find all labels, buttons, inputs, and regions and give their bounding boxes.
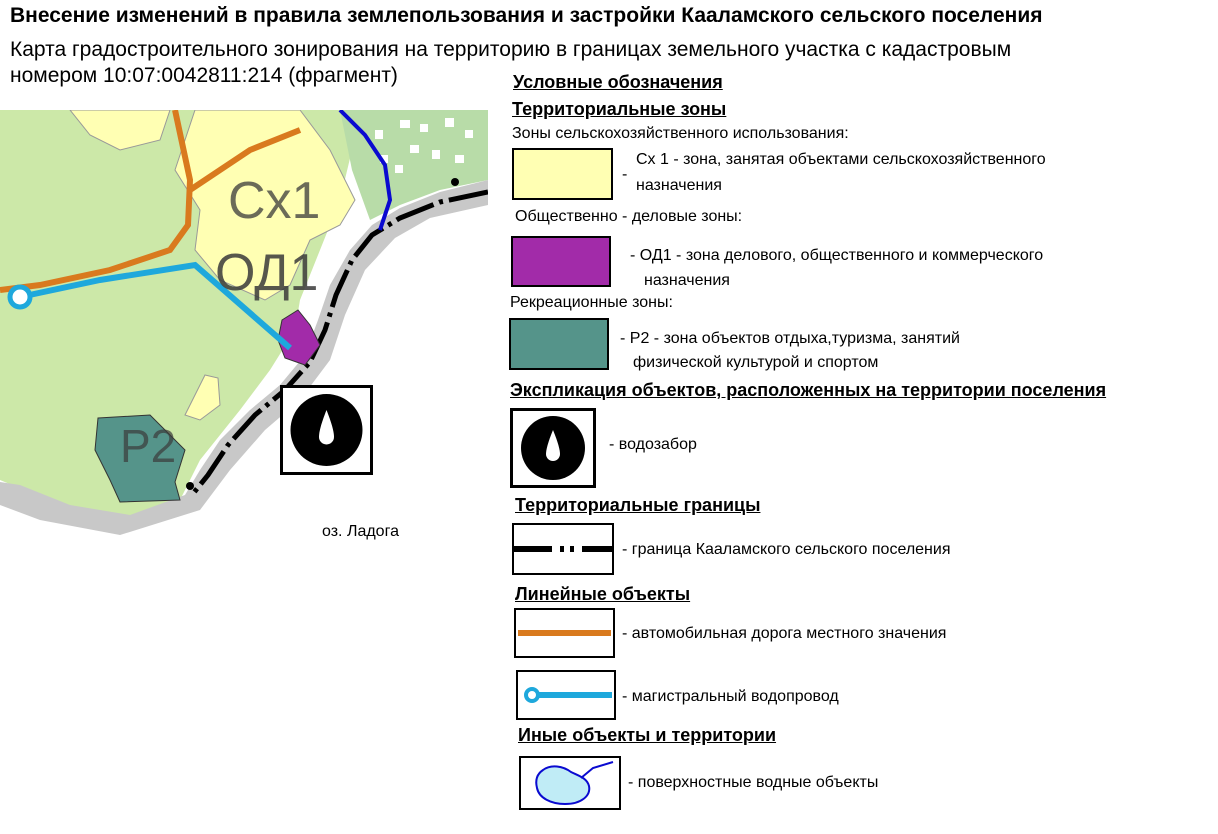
- lake-label: оз. Ладога: [322, 523, 399, 540]
- legend-explication-heading: Экспликация объектов, расположенных на территории поселения: [510, 380, 1107, 400]
- zone-label-recreation: Р2: [120, 420, 177, 472]
- zone-label-public: ОД1: [215, 244, 319, 302]
- legend-recreation-desc-1: - Р2 - зона объектов отдыха,туризма, занятий: [620, 330, 960, 347]
- legend-recreation-group: Рекреационные зоны:: [510, 294, 673, 311]
- zoning-map: [0, 110, 488, 553]
- legend-water-bodies-label: - поверхностные водные объекты: [628, 774, 879, 791]
- map-water-intake-symbol: [280, 385, 373, 475]
- water-main-start-marker: [10, 287, 30, 307]
- legend-title: Условные обозначения: [513, 72, 723, 92]
- legend-territorial-zones-heading: Территориальные зоны: [512, 99, 727, 119]
- legend-water-main-label: - магистральный водопровод: [622, 688, 839, 705]
- legend-road-label: - автомобильная дорога местного значения: [622, 625, 947, 642]
- legend-linear-heading: Линейные объекты: [515, 584, 691, 604]
- map-title: Внесение изменений в правила землепользования и застройки Кааламского сельского поселения: [10, 4, 1043, 27]
- legend-public-desc-2: назначения: [644, 272, 730, 289]
- legend-agri-group: Зоны сельскохозяйственного использования:: [512, 125, 849, 142]
- map-subtitle-line-1: Карта градостроительного зонирования на территорию в границах земельного участка с кадастровым: [10, 38, 1012, 61]
- legend-swatch-recreation: [509, 318, 609, 370]
- water-body-icon: [519, 756, 621, 810]
- legend-agri-desc-1: Сх 1 - зона, занятая объектами сельскохозяйственного: [636, 151, 1046, 168]
- map-subtitle-line-2: номером 10:07:0042811:214 (фрагмент): [10, 64, 398, 87]
- legend-other-heading: Иные объекты и территории: [518, 725, 777, 745]
- legend-dash: -: [622, 166, 628, 183]
- road-line-icon: [514, 608, 615, 658]
- water-main-line-icon: [516, 670, 616, 720]
- legend-public-desc-1: - ОД1 - зона делового, общественного и коммерческого: [630, 247, 1044, 264]
- zone-label-agri: Сх1: [228, 172, 321, 230]
- legend-boundaries-heading: Территориальные границы: [515, 495, 761, 515]
- legend-boundary-label: - граница Кааламского сельского поселения: [622, 541, 951, 558]
- legend-swatch-agri: [512, 148, 613, 200]
- boundary-line-icon: [512, 523, 614, 575]
- legend-water-intake-label: - водозабор: [609, 436, 697, 453]
- legend-swatch-public: [511, 236, 611, 287]
- legend-public-group: Общественно - деловые зоны:: [515, 208, 743, 225]
- legend-agri-desc-2: назначения: [636, 177, 722, 194]
- legend-recreation-desc-2: физической культурой и спортом: [633, 354, 879, 371]
- water-intake-icon: [510, 408, 596, 488]
